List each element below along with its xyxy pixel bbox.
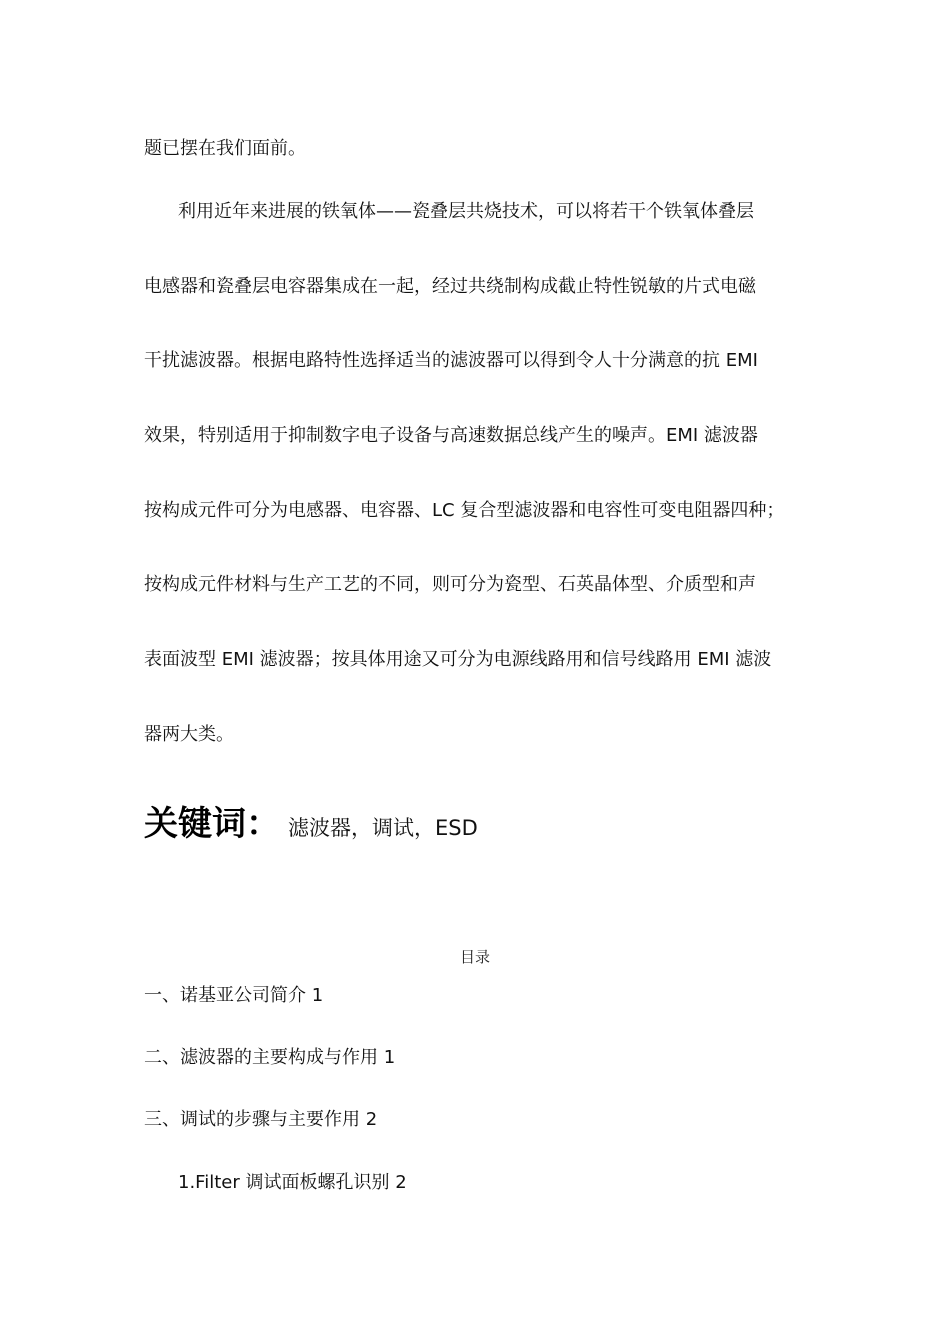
paragraph-line: 干扰滤波器。根据电路特性选择适当的滤波器可以得到令人十分满意的抗 EMI (144, 350, 758, 371)
paragraph-line: 按构成元件可分为电感器、电容器、LC 复合型滤波器和电容性可变电阻器四种； (144, 500, 785, 521)
keywords-value: 滤波器，调试，ESD (288, 816, 478, 840)
paragraph-line: 利用近年来进展的铁氧体——瓷叠层共烧技术，可以将若干个铁氧体叠层 (178, 201, 754, 222)
toc-item: 三、调试的步骤与主要作用 2 (144, 1109, 378, 1130)
toc-item: 二、滤波器的主要构成与作用 1 (144, 1047, 396, 1068)
keywords-label: 关键词： (144, 804, 280, 844)
toc-title: 目录 (459, 948, 490, 966)
paragraph-line: 器两大类。 (144, 724, 234, 745)
toc-subitem: 1.Filter 调试面板螺孔识别 2 (178, 1172, 407, 1193)
toc-item: 一、诺基亚公司简介 1 (144, 985, 324, 1006)
paragraph-line: 效果，特别适用于抑制数字电子设备与高速数据总线产生的噪声。EMI 滤波器 (144, 425, 758, 446)
paragraph-line: 按构成元件材料与生产工艺的不同，则可分为瓷型、石英晶体型、介质型和声 (144, 574, 756, 595)
paragraph-line: 题已摆在我们面前。 (144, 138, 306, 159)
paragraph-line: 电感器和瓷叠层电容器集成在一起，经过共绕制构成截止特性锐敏的片式电磁 (144, 276, 756, 297)
keywords-section (144, 800, 478, 854)
paragraph-line: 表面波型 EMI 滤波器；按具体用途又可分为电源线路用和信号线路用 EMI 滤波 (144, 649, 772, 670)
